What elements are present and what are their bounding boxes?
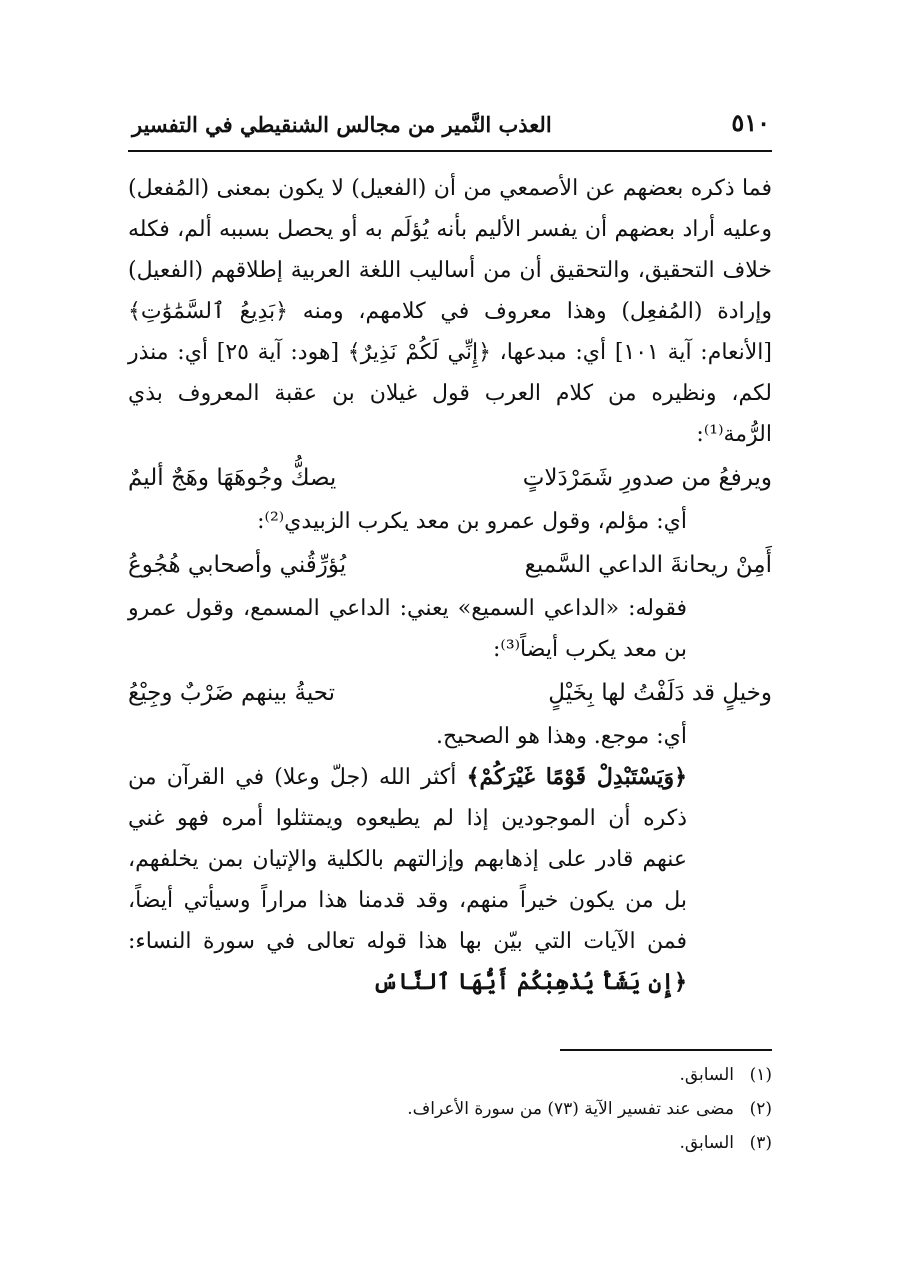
main-text <box>128 168 772 1003</box>
verse-3-second-hemistich: تحيةُ بينهم ضَرْبٌ وجِيْعُ <box>128 680 336 706</box>
page-header <box>132 108 770 137</box>
footnote-text: السابق. <box>679 1065 734 1085</box>
poetry-verse-1 <box>128 455 772 501</box>
footnote-text: مضى عند تفسير الآية (٧٣) من سورة الأعراف. <box>407 1099 734 1119</box>
paragraph-5 <box>128 757 772 1003</box>
verse-2-first-hemistich: أَمِنْ ريحانةَ الداعي السَّميع <box>524 552 772 578</box>
footnote-3 <box>128 1126 772 1160</box>
page-number: ٥١٠ <box>731 108 770 137</box>
paragraph-1: فما ذكره بعضهم عن الأصمعي من أن (الفعيل) لا يكون بمعنى (المُفعل) وعليه أراد بعضهم أن يفسر الأليم بأنه يُؤلَم به أو يحصل بسببه ألم، فكله خلاف التحقيق، والتحقيق أن من أساليب اللغة العربية إطلاقهم (الفعيل) وإرادة (المُفعِل) وهذا معروف في كلامهم، ومنه ﴿بَدِيعُ ٱلسَّمَٰوَٰتِ﴾ [الأنعام: آية ١٠١] أي: مبدعها، ﴿إِنِّي لَكُمْ نَذِيرٌ﴾ [هود: آية ٢٥] أي: منذر لكم، ونظيره من كلام العرب قول غيلان بن عقبة المعروف بذي الرُّمة⁽¹⁾: <box>128 176 772 447</box>
paragraph-3: فقوله: «الداعي السميع» يعني: الداعي المسمع، وقول عمرو بن معد يكرب أيضاً⁽³⁾: <box>128 596 687 662</box>
verse-3-first-hemistich: وخيلٍ قد دَلَفْتُ لها بِخَيْلٍ <box>548 680 772 706</box>
poetry-verse-2 <box>128 542 772 588</box>
quran-quote-end: ﴿إِن يَشَأْ يُذْهِبْكُمْ أَيُّهَا ٱلنَّاسُ <box>372 969 687 995</box>
paragraph-2: أي: مؤلم، وقول عمرو بن معد يكرب الزبيدي⁽²⁾: <box>257 509 687 534</box>
footnote-2 <box>128 1092 772 1126</box>
poetry-verse-3 <box>128 670 772 716</box>
running-title: العذب النَّمير من مجالس الشنقيطي في التفسير <box>132 112 552 137</box>
footnote-text: السابق. <box>679 1133 734 1153</box>
footnote-number: (١) <box>749 1065 772 1085</box>
verse-1-second-hemistich: يصكُّ وجُوهَهَا وهَجٌ أليمٌ <box>128 465 337 491</box>
footnotes <box>128 1058 772 1160</box>
footnote-rule <box>560 1049 772 1051</box>
verse-2-second-hemistich: يُؤرِّقُني وأصحابي هُجُوعُ <box>128 552 347 578</box>
footnote-number: (٢) <box>749 1099 772 1119</box>
header-rule <box>128 150 772 152</box>
quran-quote: ﴿وَيَسْتَبْدِلْ قَوْمًا غَيْرَكُمْ﴾ <box>466 764 687 790</box>
verse-1-first-hemistich: ويرفعُ من صدورِ شَمَرْدَلاتٍ <box>522 465 772 491</box>
paragraph-4: أي: موجع. وهذا هو الصحيح. <box>436 724 687 749</box>
paragraph-5-text: أكثر الله (جلّ وعلا) في القرآن من ذكره أن الموجودين إذا لم يطيعوه ويمتثلوا أمره فهو غني عنهم قادر على إذهابهم وإزالتهم بالكلية والإتيان بمن يخلفهم، بل من يكون خيراً منهم، وقد قدمنا هذا مراراً وسيأتي أيضاً، فمن الآيات التي بيّن بها هذا قوله تعالى في سورة النساء: <box>128 765 687 954</box>
footnote-1 <box>128 1058 772 1092</box>
footnote-number: (٣) <box>749 1133 772 1153</box>
